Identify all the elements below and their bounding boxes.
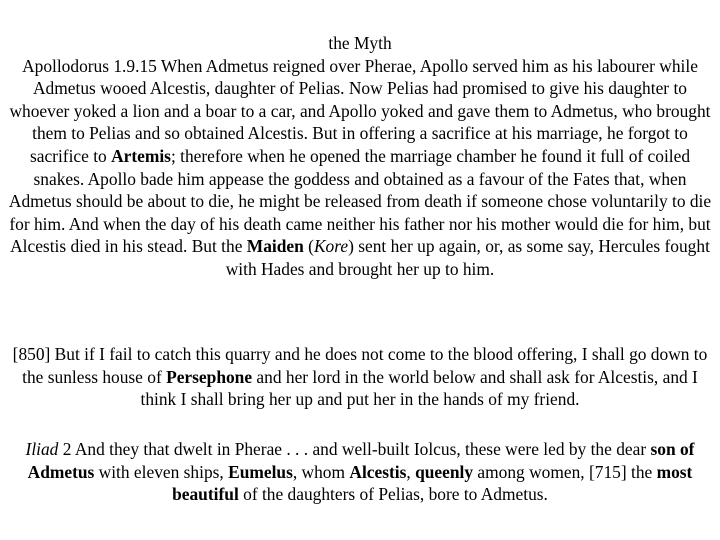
section-heading: the Myth xyxy=(328,33,392,53)
most-beautiful-bold: most beautiful xyxy=(172,461,693,505)
iliad-section xyxy=(6,438,714,506)
queenly-bold: queenly xyxy=(415,461,474,482)
iliad-title: Iliad xyxy=(25,439,59,459)
iliad-text-1: 2 And they that dwelt in Pherae . . . and well-built Iolcus, these were led by the dear xyxy=(58,439,651,459)
alcestis-quote-section xyxy=(6,343,714,411)
apollodorus-text-4: ) sent her up again, or, as some say, Hercules fought with Hades and brought her up to him. xyxy=(225,236,710,279)
persephone-bold: Persephone xyxy=(166,366,253,387)
alcestis-bold: Alcestis xyxy=(349,461,407,482)
iliad-text-2: with eleven ships, xyxy=(94,461,229,482)
iliad-text-5: among women, [715] the xyxy=(473,461,657,482)
alcestis-quote-text-1: [850] But if I fail to catch this quarry and he does not come to the blood offering, I shall go down to the sunless house of xyxy=(12,344,708,387)
alcestis-quote-text-2: and her lord in the world below and shall ask for Alcestis, and I think I shall bring her up and put her in the hands of my friend. xyxy=(140,366,698,410)
apollodorus-text-3: ( xyxy=(303,236,314,257)
iliad-text-3: , whom xyxy=(292,461,350,482)
kore-italic: Kore xyxy=(313,236,349,257)
maiden-bold: Maiden xyxy=(246,236,304,257)
myth-section xyxy=(6,32,714,281)
son-of-admetus-bold: son of Admetus xyxy=(27,439,695,482)
apollodorus-text-1: Apollodorus 1.9.15 When Admetus reigned over Pherae, Apollo served him as his labourer while Admetus wooed Alcestis, daughter of Pelias. Now Pelias had promised to give his daughter to whoever yoked a lion and a boar to a car, and Apollo yoked and gave them to Admetus, who brought them to Pelias and so obtained Alcestis. But in offering a sacrifice at his marriage, he forgot to sacrifice to xyxy=(9,55,711,166)
iliad-text-6: of the daughters of Pelias, bore to Admetus. xyxy=(238,484,548,505)
iliad-text-4: , xyxy=(406,461,416,482)
artemis-bold: Artemis xyxy=(111,145,171,166)
apollodorus-text-2: ; therefore when he opened the marriage chamber he found it full of coiled snakes. Apollo bade him appease the goddess and obtained as a favour of the Fates that, when Admetus should be about to die, he might be released from death if someone chose voluntarily to die for him. And when the day of his death came neither his father nor his mother would die for him, but Alcestis died in his stead. But the xyxy=(8,145,712,257)
eumelus-bold: Eumelus xyxy=(228,461,293,482)
